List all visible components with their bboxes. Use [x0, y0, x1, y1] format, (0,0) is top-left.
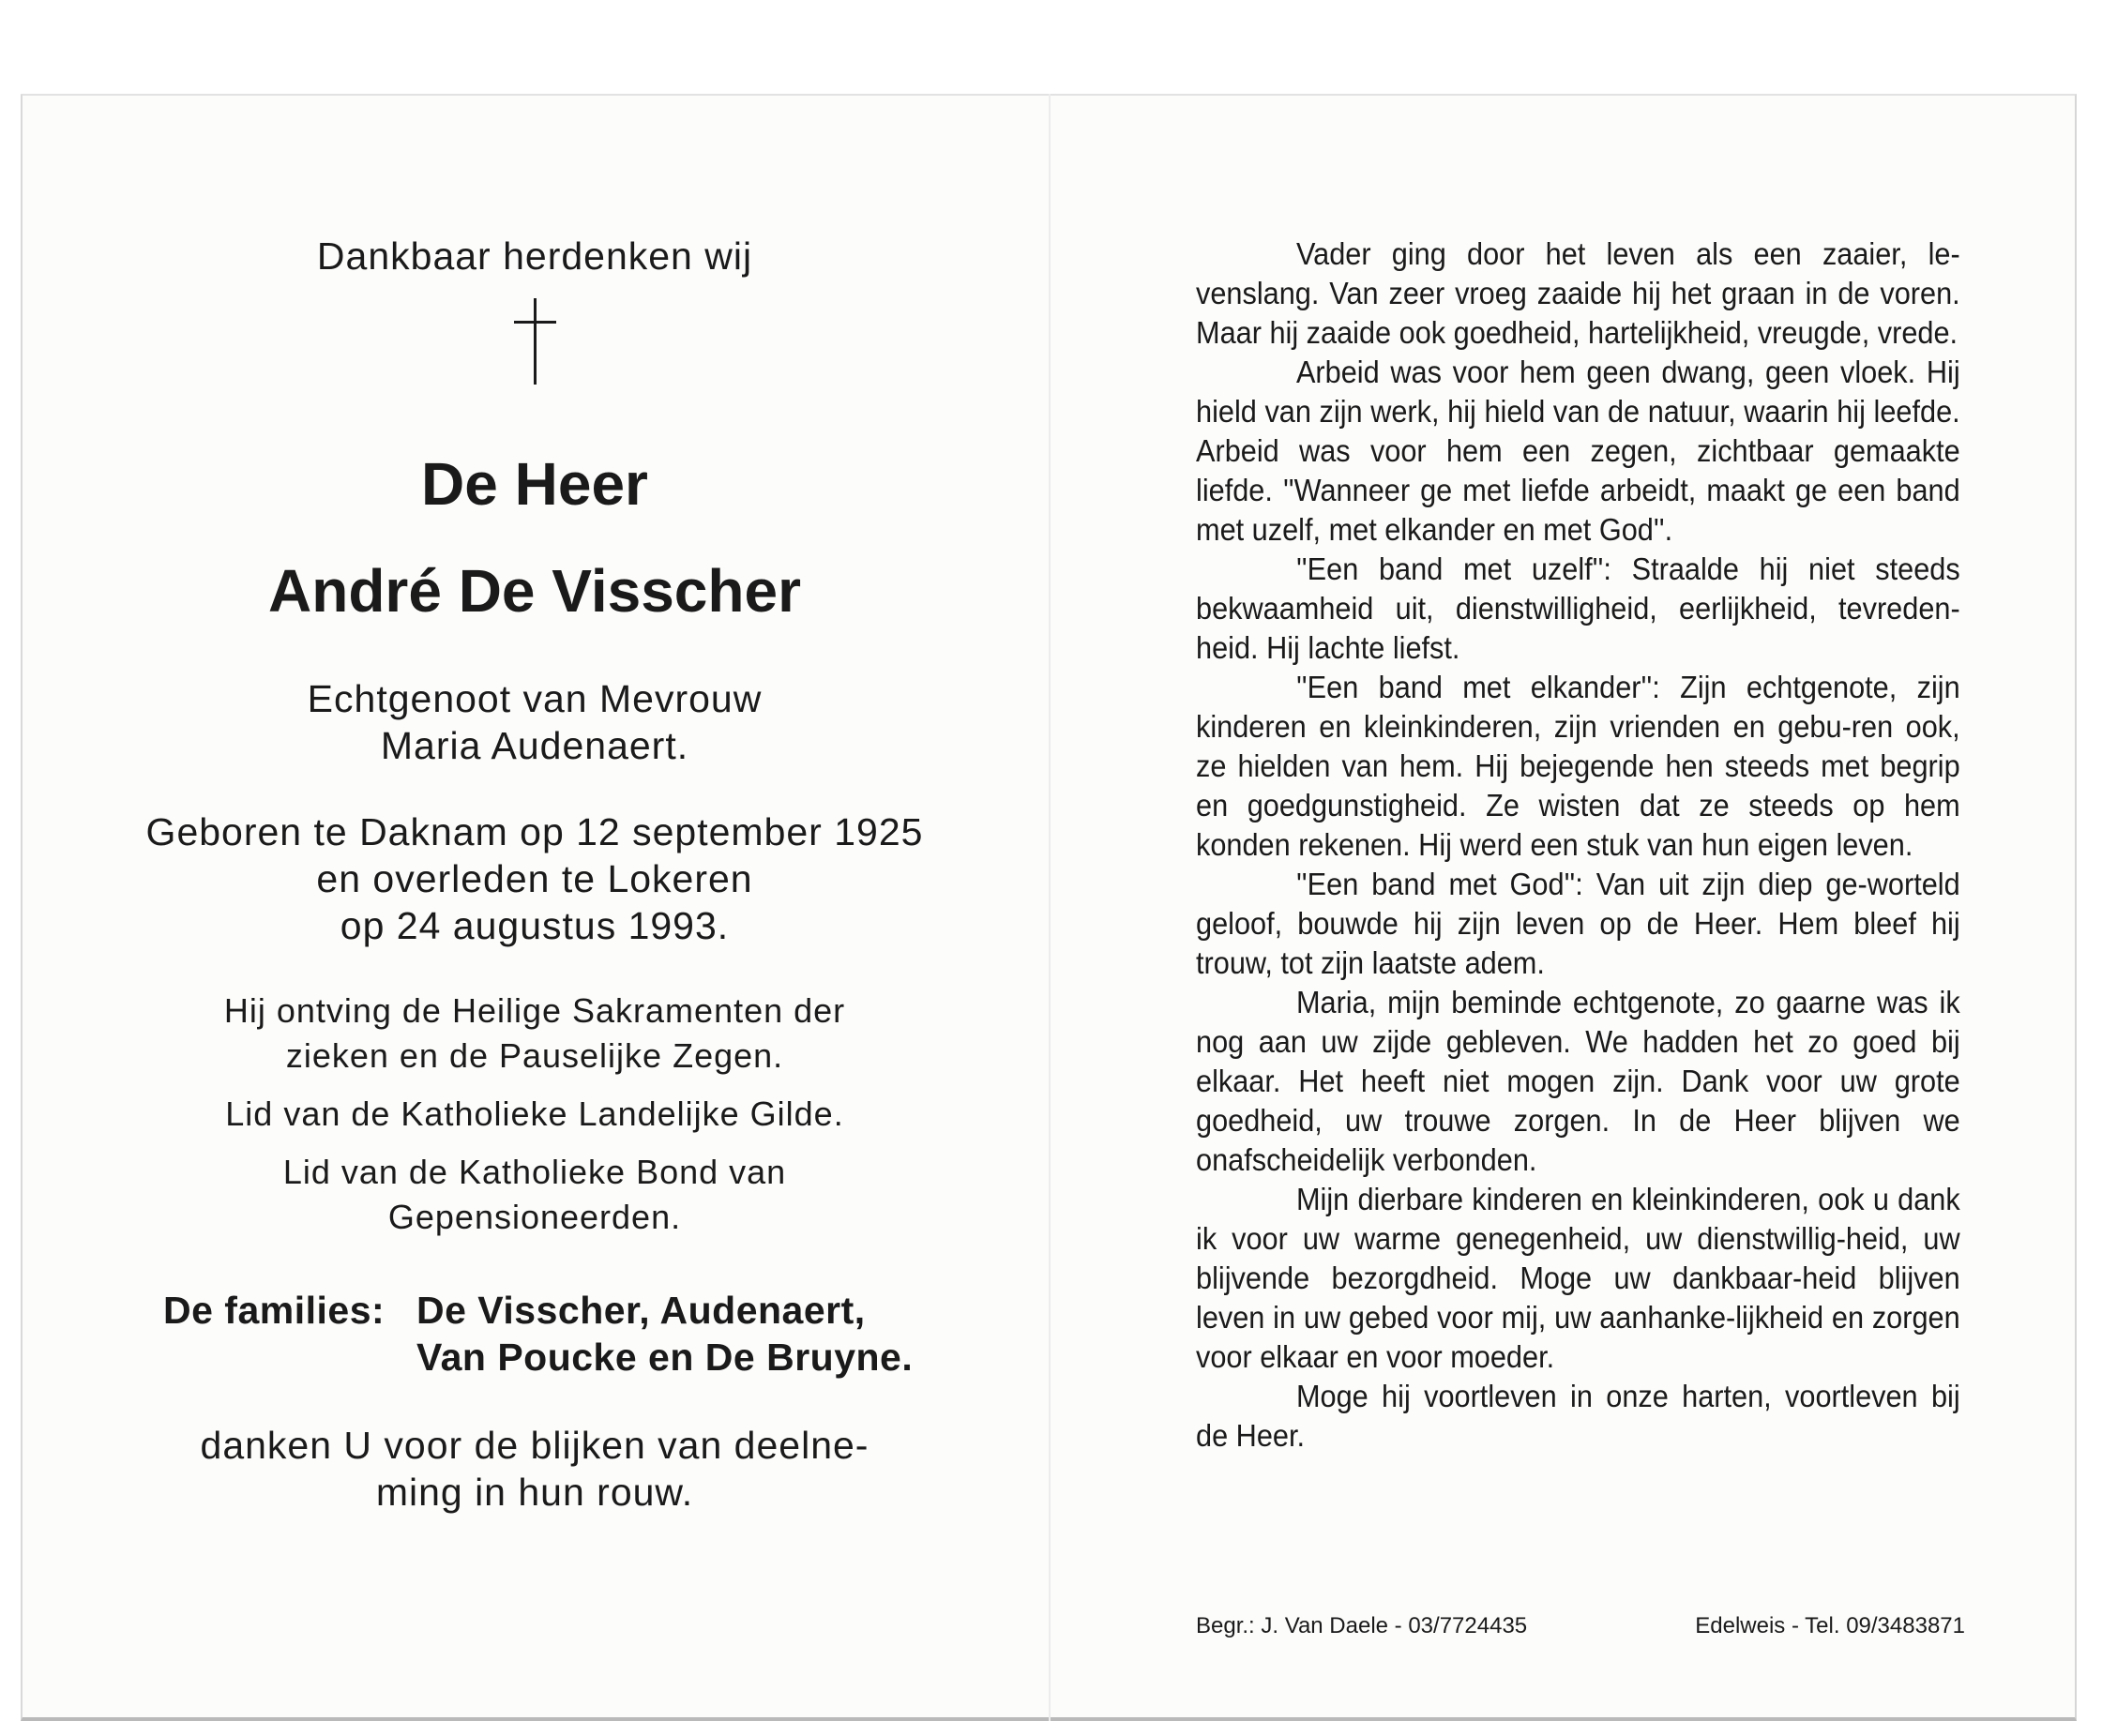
paragraph: ''Een band met elkander'': Zijn echtgenote, zijn kinderen en kleinkinderen, zijn vrienden en gebu-ren ook, ze hielden van hem. Hij bejegende hen steeds met begrip en goedgunstigheid. Ze wisten dat ze steeds op hem konden rekenen. Hij werd een stuk van hun eigen leven. — [1196, 670, 1960, 862]
spouse-line: Echtgenoot van Mevrouw — [307, 677, 763, 720]
sacraments-block — [113, 989, 957, 1079]
membership-line: Lid van de Katholieke Bond van — [282, 1153, 787, 1191]
thanks-line: danken U voor de blijken van deelne- — [200, 1424, 870, 1467]
paragraph: ''Een band met God'': Van uit zijn diep ge-worteld geloof, bouwde hij zijn leven op de Heer. Hem bleef hij trouw, tot zijn laatste adem. — [1196, 867, 1960, 980]
thanks-block — [113, 1422, 957, 1516]
families-block — [113, 1287, 957, 1381]
membership-line: Gepensioneerden. — [387, 1198, 682, 1236]
membership-line: Lid van de Katholieke Landelijke Gilde. — [225, 1094, 844, 1133]
spouse-line: Maria Audenaert. — [380, 724, 689, 767]
families-line: De Visscher, Audenaert, — [416, 1289, 866, 1332]
dates-line: op 24 augustus 1993. — [340, 904, 730, 947]
families-line: Van Poucke en De Bruyne. — [416, 1336, 914, 1379]
title-text: De Heer — [421, 450, 648, 518]
footer-printer: Edelweis - Tel. 09/3483871 — [1695, 1613, 1965, 1638]
sacraments-line: zieken en de Pauselijke Zegen. — [285, 1036, 784, 1075]
spouse-block — [113, 675, 957, 769]
dates-line: en overleden te Lokeren — [316, 857, 753, 900]
left-panel — [113, 216, 957, 1516]
intro-text: Dankbaar herdenken wij — [316, 234, 753, 278]
paragraph: ''Een band met uzelf'': Straalde hij niet steeds bekwaamheid uit, dienstwilligheid, eerlijkheid, tevreden-heid. Hij lachte liefst. — [1196, 551, 1960, 665]
right-panel-text — [1196, 234, 1960, 1456]
membership-1 — [113, 1092, 957, 1137]
footer-undertaker: Begr.: J. Van Daele - 03/7724435 — [1196, 1613, 1528, 1638]
cross-icon — [507, 298, 563, 420]
families-label: De families: — [163, 1289, 386, 1332]
printer-footer — [1196, 1613, 1965, 1639]
paragraph: Vader ging door het leven als een zaaier, le-venslang. Van zeer vroeg zaaide hij het graan in de voren. Maar hij zaaide ook goedheid, hartelijkheid, vreugde, vrede. — [1196, 236, 1960, 350]
membership-2 — [113, 1150, 957, 1240]
card-fold-line — [1049, 94, 1051, 1721]
deceased-name: André De Visscher — [268, 557, 801, 625]
paragraph: Moge hij voortleven in onze harten, voortleven bij de Heer. — [1196, 1379, 1960, 1453]
thanks-line: ming in hun rouw. — [375, 1471, 694, 1514]
dates-block — [113, 808, 957, 949]
paragraph: Mijn dierbare kinderen en kleinkinderen, ook u dank ik voor uw warme genegenheid, uw dienstwillig-heid, uw blijvende bezorgdheid. Moge uw dankbaar-heid blijven leven in uw gebed voor mij, uw aanhanke-lijkheid en zorgen voor elkaar en voor moeder. — [1196, 1182, 1960, 1374]
sacraments-line: Hij ontving de Heilige Sakramenten der — [223, 991, 846, 1030]
paragraph: Arbeid was voor hem geen dwang, geen vloek. Hij hield van zijn werk, hij hield van de natuur, waarin hij leefde. Arbeid was voor hem een zegen, zichtbaar gemaakte liefde. ''Wanneer ge met liefde arbeidt, maakt ge een band met uzelf, met elkander en met God''. — [1196, 355, 1960, 547]
dates-line: Geboren te Daknam op 12 september 1925 — [145, 810, 924, 853]
paragraph: Maria, mijn beminde echtgenote, zo gaarne was ik nog aan uw zijde gebleven. We hadden het zo goed bij elkaar. Het heeft niet mogen zijn. Dank voor uw grote goedheid, uw trouwe zorgen. In de Heer blijven we onafscheidelijk verbonden. — [1196, 985, 1960, 1177]
